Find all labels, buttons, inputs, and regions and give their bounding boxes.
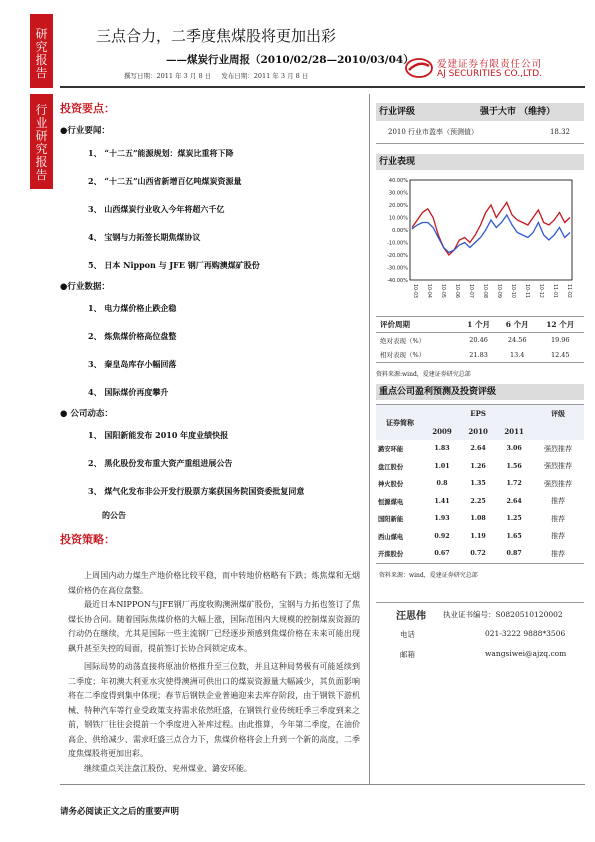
table-row [376,458,584,476]
analyst-block [376,602,584,669]
phone-label: 电话 [400,629,415,639]
eps-rating: 推荐 [551,549,566,558]
eps-cell: 0.67 [434,550,450,558]
list-item: 5、 日本 Nippon 与 JFE 钢厂再购澳煤矿股份 [88,260,260,270]
report-title: 三点合力，二季度焦煤股将更加出彩 [96,27,337,45]
eps-title: 重点公司盈利预测及投资评级 [376,384,584,400]
x-tick-label: 10-10 [510,284,515,298]
list-item: 3、 山西煤炭行业收入今年将超六千亿 [88,204,225,214]
list-item: 4、 宝钢与力拓签长期焦煤协议 [88,232,201,242]
eps-cell: 1.25 [506,515,522,523]
list-item: 2、 黑化股份发布重大资产重组进展公告 [88,458,233,468]
x-tick-label: 10-05 [440,284,445,298]
eps-year: 2011 [504,426,524,436]
x-tick-label: 10-07 [468,284,473,298]
eps-company: 潞安环能 [378,446,404,454]
eps-cell: 1.35 [470,480,486,488]
y-tick-label: 0.00% [392,228,408,234]
eps-cell: 1.83 [434,445,450,453]
list-item: 2、 炼焦煤价格高位盘整 [88,331,177,341]
pe-label: 2010 行业市盈率（预测值） [388,128,479,136]
right-column [376,103,584,669]
logo-english-name: AJ SECURITIES CO.,LTD. [437,69,543,79]
series-line-0 [412,203,570,256]
y-tick-label: -40.00% [387,278,408,284]
perf-cell: 20.46 [469,336,488,345]
x-tick-label: 10-12 [538,284,543,298]
eps-cell: 1.65 [506,532,522,540]
invest-points-title: 投资要点： [60,102,115,115]
eps-year: 2009 [432,426,452,436]
eps-cell: 1.26 [470,462,486,470]
group-company [60,407,360,521]
perf-cell: 相对表现（%） [380,351,426,360]
list-item: 1、 国阳新能发布 2010 年度业绩快报 [88,430,229,440]
y-tick-label: 10.00% [388,215,408,222]
eps-cell: 3.06 [506,445,522,453]
eps-cell: 0.92 [434,532,450,540]
table-row [376,510,584,528]
company-logo [399,56,579,82]
pe-value: 18.32 [549,128,570,136]
column-divider [369,94,370,784]
y-tick-label: -10.00% [387,240,408,247]
list-item: 3、 煤气化发布非公开发行股票方案获国务院国资委批复同意 [88,486,305,496]
eps-source: 资料来源：wind，爱建证券研究总部 [379,571,478,579]
eps-col-company: 证券简称 [386,417,414,427]
strategy-body [60,569,360,776]
pe-row [376,121,584,144]
eps-cell: 1.19 [470,532,486,540]
table-row [376,493,584,511]
y-tick-label: 30.00% [388,190,408,197]
x-tick-label: 10-09 [496,284,501,298]
left-column [60,100,360,776]
group-data [60,280,360,398]
x-tick-label: 10-06 [454,284,459,298]
eps-cell: 1.72 [506,480,522,488]
x-tick-label: 11-01 [552,284,557,298]
list-item: 1、 “十二五”能源规划：煤炭比重将下降 [88,148,234,158]
list-item: 1、 电力煤价格止跌企稳 [88,303,177,313]
group-heading: ●行业要闻： [60,126,110,136]
eps-company: 西山煤电 [378,533,404,541]
eps-cell: 2.64 [470,445,486,453]
perf-cell: 12.45 [550,350,570,359]
email-label: 邮箱 [400,649,415,659]
y-tick-label: -30.00% [387,265,408,272]
eps-col-eps: EPS [470,409,486,419]
y-tick-label: 40.00% [388,178,408,184]
eps-cell: 2.25 [470,497,486,505]
report-subtitle: ——煤炭行业周报（2010/02/28—2010/03/04） [166,54,414,66]
group-heading: ●行业数据： [60,282,110,292]
eps-rating: 推荐 [551,532,566,541]
eps-cell: 0.72 [470,550,486,558]
eps-col-rating: 评级 [551,408,566,418]
perf-header-cell: 1 个月 [467,320,490,329]
eps-cell: 0.8 [436,480,448,488]
x-tick-label: 10-03 [412,284,417,298]
report-dates [124,71,308,80]
x-tick-label: 10-04 [426,284,431,298]
rating-label: 行业评级 [379,107,416,117]
analyst-cert: 执业证书编号：S0820510120002 [443,609,563,619]
eps-company: 盘江股份 [378,463,404,471]
perf-source: 资料来源:wind，爱建证券研究总部 [376,371,471,378]
industry-performance-chart [376,172,584,312]
company-logo-icon [405,58,433,78]
group-news [60,124,360,271]
perf-header-cell: 12 个月 [546,320,575,329]
analyst-phone: 021-3222 9888*3506 [485,628,566,638]
eps-rating: 强烈推荐 [544,462,573,471]
x-tick-label: 10-11 [524,284,529,298]
perf-header-cell: 评价周期 [380,320,410,329]
eps-rating: 强烈推荐 [544,444,573,453]
list-item: 4、 国际煤价再度攀升 [88,387,169,397]
table-row [376,475,584,493]
group-heading: ● 公司动态： [60,409,113,419]
eps-cell: 2.64 [506,497,522,505]
analyst-name: 汪思伟 [396,610,426,622]
report-category-tag: 行业研究报告 [30,94,53,189]
eps-company: 国阳新能 [378,516,404,524]
series-line-1 [412,215,570,253]
disclaimer-notice: 请务必阅读正文之后的重要声明 [60,807,180,817]
eps-cell: 1.93 [434,515,450,523]
eps-table [376,404,584,564]
eps-year: 2010 [468,426,488,436]
table-row [376,440,584,458]
x-tick-label: 11-02 [566,284,571,298]
publish-date: 发布日期：2011 年 3 月 8 日 [221,72,309,80]
perf-cell: 绝对表现（%） [380,336,426,345]
eps-rating: 推荐 [551,514,566,523]
report-type-tag: 研究报告 [30,14,53,88]
x-tick-label: 10-08 [482,284,487,298]
list-item: 2、 “十二五”山西省新增百亿吨煤炭资源量 [88,176,242,186]
strategy-paragraph: 最近日本NIPPON与JFE钢厂再度收购澳洲煤矿股份，宝钢与力拓也签订了焦煤长协合同。随着国际焦煤价格的大幅上涨，国际范围内大规模的控制煤炭资源的行动仍在继续，尤其是国际一些主流钢厂已经逐步预感到焦煤价格在未来可能出现飙升甚至失控的局面，提前签订长协合同锁定成本。 [68,600,360,653]
strategy-paragraph: 继续重点关注盘江股份、兖州煤业、潞安环能。 [84,763,252,773]
eps-company: 神火股份 [378,481,404,489]
perf-header-cell: 6 个月 [505,320,529,329]
eps-cell: 1.01 [434,462,450,470]
perf-cell: 21.83 [469,350,488,359]
eps-cell: 1.56 [506,462,522,470]
list-item: 3、 秦皇岛库存小幅回落 [88,359,177,369]
eps-cell: 0.87 [506,550,522,558]
strategy-paragraph: 上周国内动力煤生产地价格比较平稳，而中转地价格略有下跌；炼焦煤和无烟煤价格仍在高位盘整。 [68,571,360,595]
rating-header [376,103,584,121]
table-row [376,348,584,363]
eps-company: 恒源煤电 [378,498,404,506]
y-tick-label: 20.00% [388,203,408,209]
table-row [376,333,584,348]
perf-cell: 24.56 [507,336,527,345]
eps-cell: 1.08 [470,515,486,523]
perf-cell: 19.96 [550,336,570,345]
perf-cell: 13.4 [509,350,525,359]
logo-chinese-name: 爱建证券有限责任公司 [437,59,543,70]
strategy-paragraph: 国际局势的动荡直接将原油价格推升至三位数，并且这种局势极有可能延续到二季度；年初澳大利亚水灾使得澳洲可供出口的煤炭资源量大幅减少，其负面影响将在二季度得到集中体现；春节后钢铁企业普遍迎来去库存阶段，由于钢铁下游机械、特种汽车等行业受政策支持需求依然旺盛，在钢铁行业传统旺季三季度到来之前，钢铁厂往往会提前一个季度进入补库过程。由此推算，今年第二季度，在油价高企、供给减少、需求旺盛三点合力下，焦煤价格将会上升到一个新的高度，二季度焦煤股将更加出彩。 [68,662,360,758]
list-item: 的公告 [102,510,126,520]
rating-value: 强于大市 （维持） [480,107,556,117]
strategy-title: 投资策略： [60,533,115,546]
write-date: 撰写日期：2011 年 3 月 8 日 [124,72,212,80]
y-tick-label: -20.00% [387,253,408,259]
table-row [376,545,584,563]
eps-company: 开滦股份 [378,551,404,559]
table-row [376,528,584,546]
header-divider [60,86,585,88]
perf-title: 行业表现 [376,154,584,170]
footer-divider [60,784,585,785]
eps-rating: 推荐 [551,497,566,506]
analyst-email[interactable]: wangsiwei@ajzq.com [485,648,567,658]
eps-rating: 强烈推荐 [544,479,573,488]
eps-cell: 1.41 [434,497,450,505]
performance-table [376,316,584,363]
